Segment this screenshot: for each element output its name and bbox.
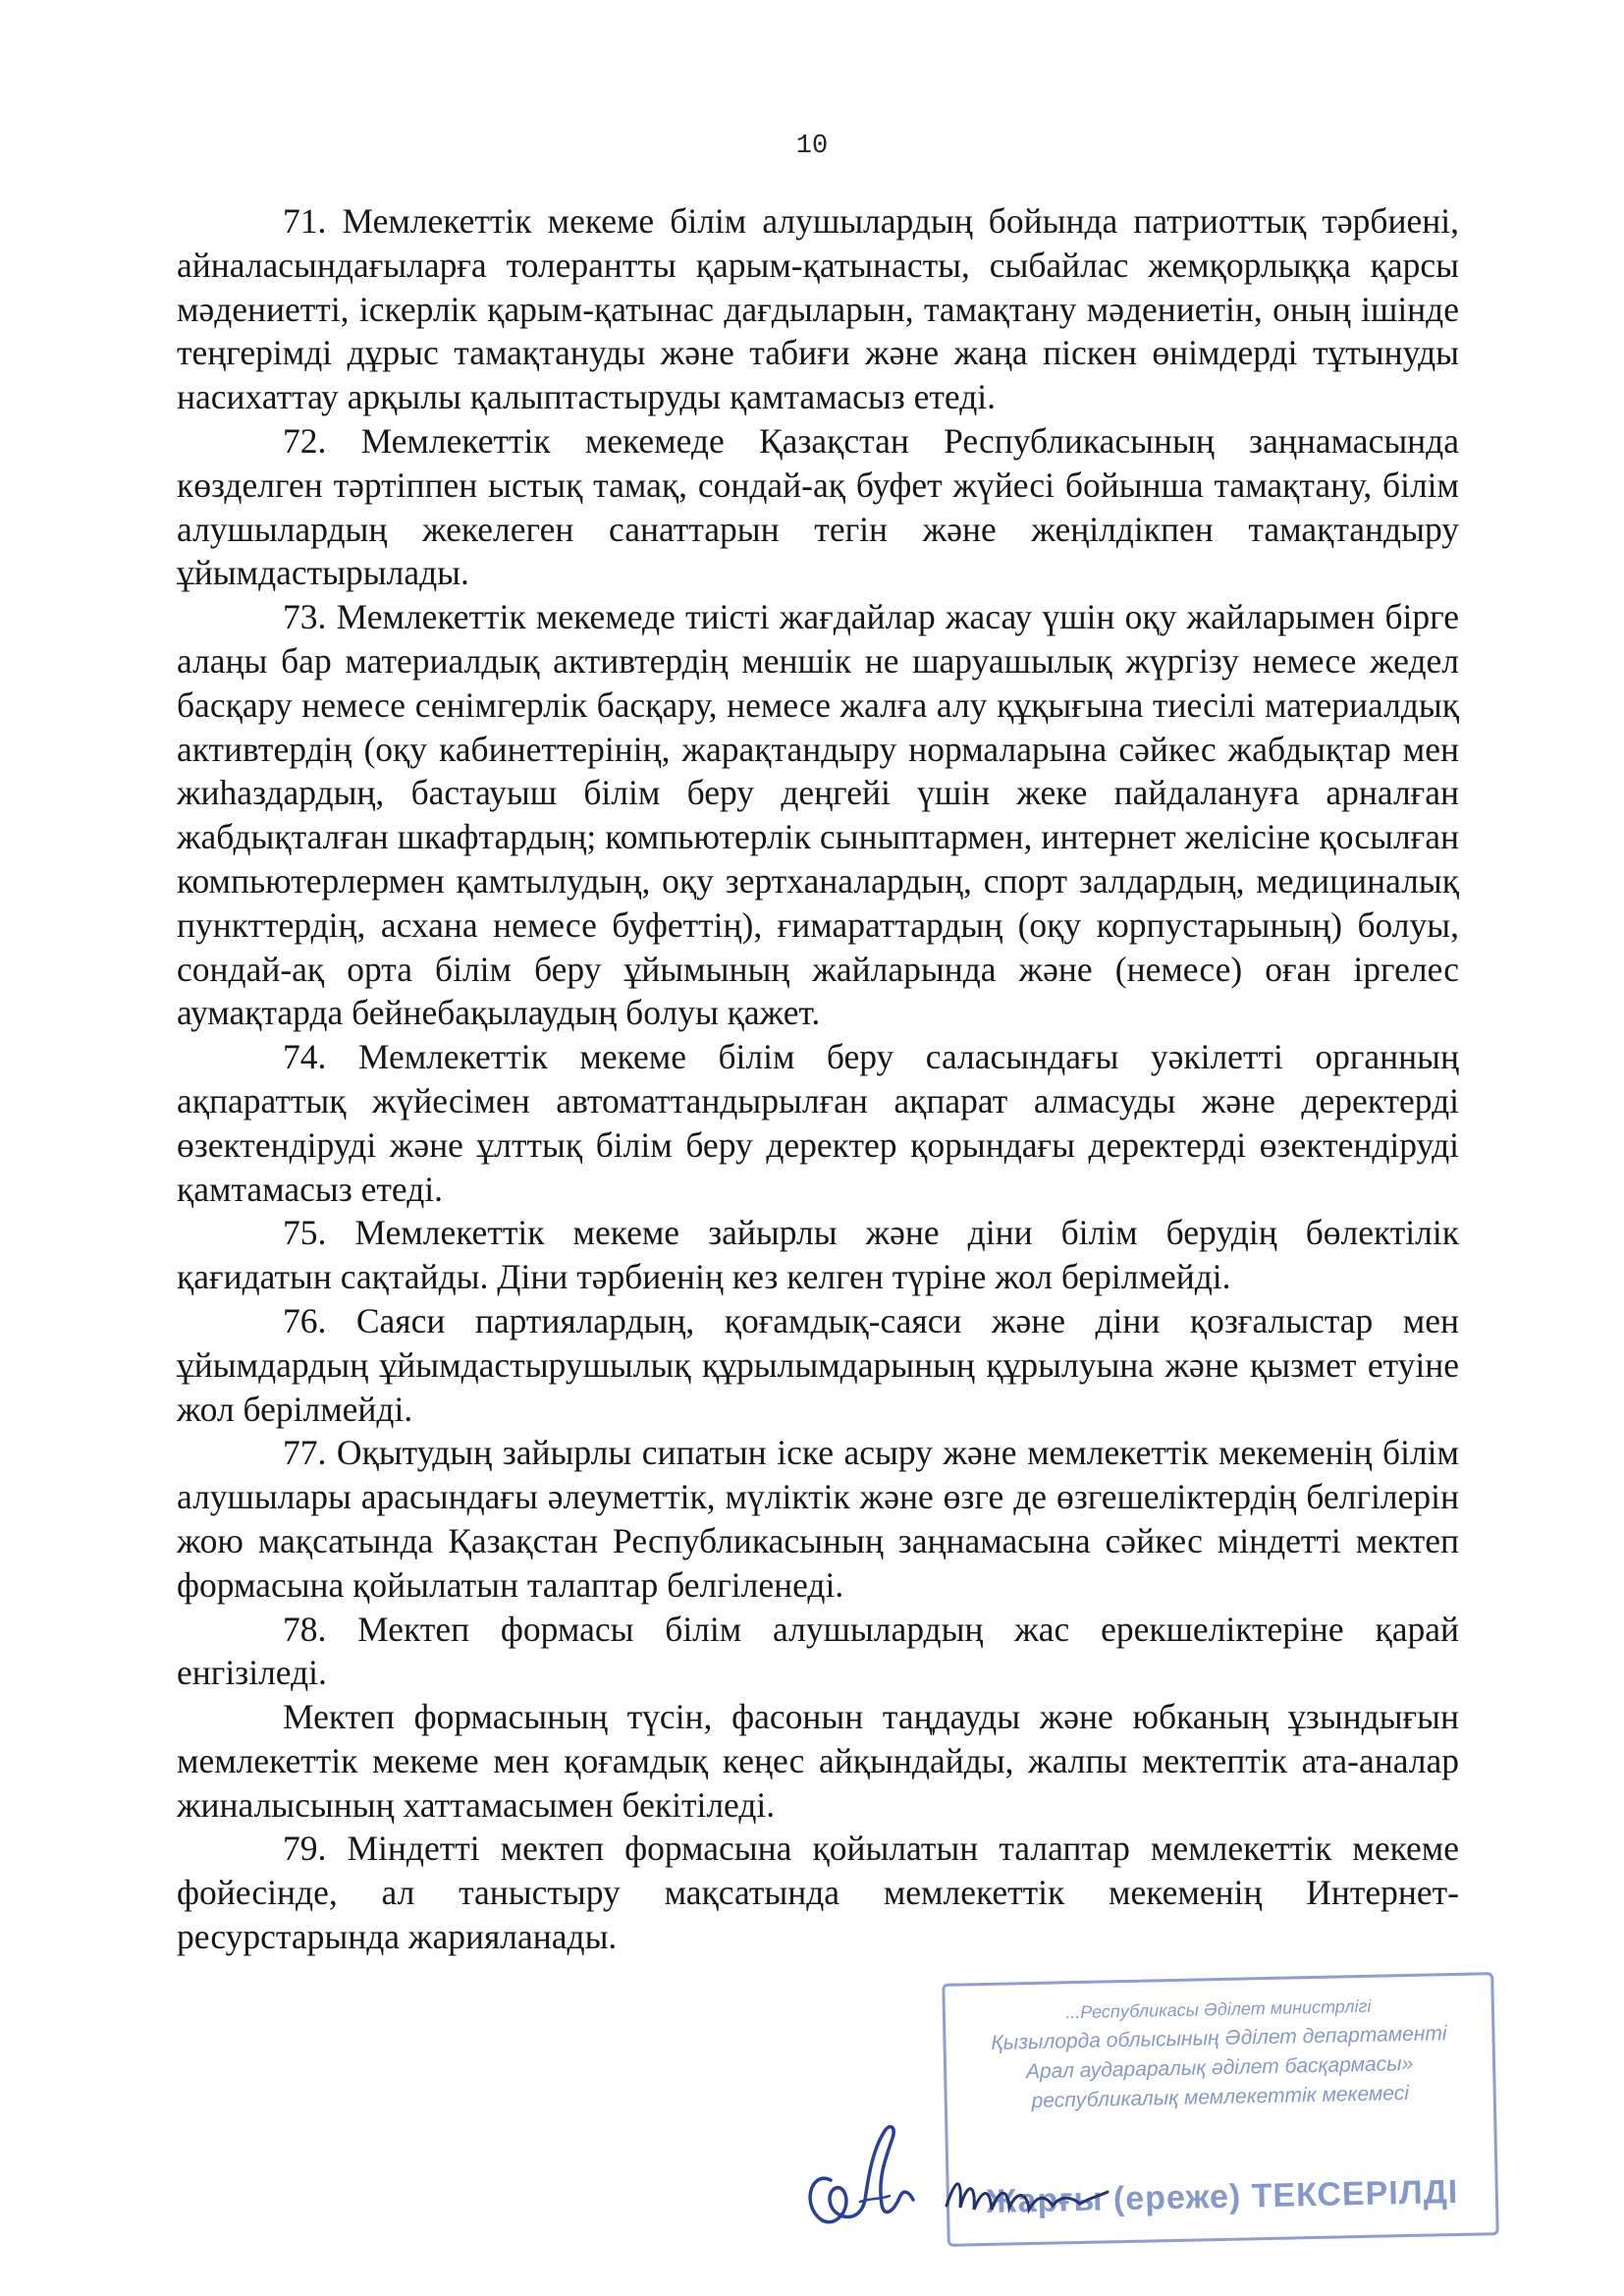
handwritten-annotation-icon	[943, 2166, 1110, 2225]
paragraph-77: 77. Оқытудың зайырлы сипатын іске асыру және мемлекеттік мекеменің білім алушылары арасындағы әлеуметтік, мүліктік және өзге де өзгешеліктердің белгілерін жою мақсатында Қазақстан Республикасының заңнамасына сәйкес міндетті мектеп формасына қойылатын талаптар белгіленеді.	[177, 1433, 1459, 1605]
stamp-line-office: Арал аудараралық әділет басқармасы»	[1025, 2051, 1414, 2084]
paragraph-71: 71. Мемлекеттік мекеме білім алушылардың бойында патриоттық тәрбиені, айналасындағыларға толерантты қарым-қатынасты, сыбайлас жемқорлыққа қарсы мәдениетті, іскерлік қарым-қатынас дағдыларын, тамақтану мәдениетін, оның ішінде теңгерімді дұрыс тамақтануды және табиғи және жаңа піскен өнімдерді тұтынуды насихаттау арқылы қалыптастыруды қамтамасыз етеді.	[177, 201, 1459, 417]
stamp-line-institution: республикалық мемлекеттік мекемесі	[1031, 2081, 1410, 2113]
signature-icon	[791, 2111, 919, 2239]
stamp-line-ministry: ...Республикасы Әділет министрлігі	[1065, 1995, 1372, 2023]
paragraph-78-continued: Мектеп формасының түсін, фасонын таңдауды және юбканың ұзындығын мемлекеттік мекеме мен қоғамдық кеңес айқындайды, жалпы мектептік ата-аналар жиналысының хаттамасымен бекітіледі.	[177, 1697, 1459, 1825]
paragraph-75: 75. Мемлекеттік мекеме зайырлы және діни білім берудің бөлектілік қағидатын сақтайды. Діни тәрбиенің кез келген түріне жол берілмейді.	[177, 1213, 1459, 1297]
document-body	[177, 199, 1459, 1959]
paragraph-78: 78. Мектеп формасы білім алушылардың жас ерекшеліктеріне қарай енгізіледі.	[177, 1609, 1459, 1693]
paragraph-79: 79. Міндетті мектеп формасына қойылатын талаптар мемлекеттік мекеме фойесінде, ал таныстыру мақсатында мемлекеттік мекеменің Интернет-ресурстарында жарияланады.	[177, 1829, 1459, 1957]
stamp-line-department: Қызылорда облысының Әділет департаменті	[991, 2022, 1447, 2054]
page-number: 10	[795, 132, 829, 161]
paragraph-76: 76. Саяси партиялардың, қоғамдық-саяси және діни қозғалыстар мен ұйымдардың ұйымдастырушылық құрылымдарының құрылуына және қызмет етуіне жол берілмейді.	[177, 1300, 1459, 1429]
stamp-title: Жарғы (ереже) ТЕКСЕРІЛДІ	[986, 2172, 1459, 2221]
paragraph-72: 72. Мемлекеттік мекемеде Қазақстан Республикасының заңнамасында көзделген тәртіппен ыстық тамақ, сондай-ақ буфет жүйесі бойынша тамақтану, білім алушылардың жекелеген санаттарын тегін және жеңілдікпен тамақтандыру ұйымдастырылады.	[177, 420, 1459, 593]
paragraph-73: 73. Мемлекеттік мекемеде тиісті жағдайлар жасау үшін оқу жайларымен бірге алаңы бар материалдық активтердің меншік не шаруашылық жүргізу немесе жедел басқару немесе сенімгерлік басқару, немесе жалға алу құқығына тиесілі материалдық активтердің (оқу кабинеттерінің, жарақтандыру нормаларына сәйкес жабдықтар мен жиһаздардың, бастауыш білім беру деңгейі үшін жеке пайдалануға арналған жабдықталған шкафтардың; компьютерлік сыныптармен, интернет желісіне қосылған компьютерлермен қамтылудың, оқу зертханалардың, спорт залдардың, медициналық пункттердің, асхана немесе буфеттің), ғимараттардың (оқу корпустарының) болуы, сондай-ақ орта білім беру ұйымының жайларында және (немесе) оған іргелес аумақтарда бейнебақылаудың болуы қажет.	[177, 597, 1459, 1033]
paragraph-74: 74. Мемлекеттік мекеме білім беру саласындағы уәкілетті органның ақпараттық жүйесімен автоматтандырылған ақпарат алмасуды және деректерді өзектендіруді және ұлттық білім беру деректер қорындағы деректерді өзектендіруді қамтамасыз етеді.	[177, 1037, 1459, 1209]
